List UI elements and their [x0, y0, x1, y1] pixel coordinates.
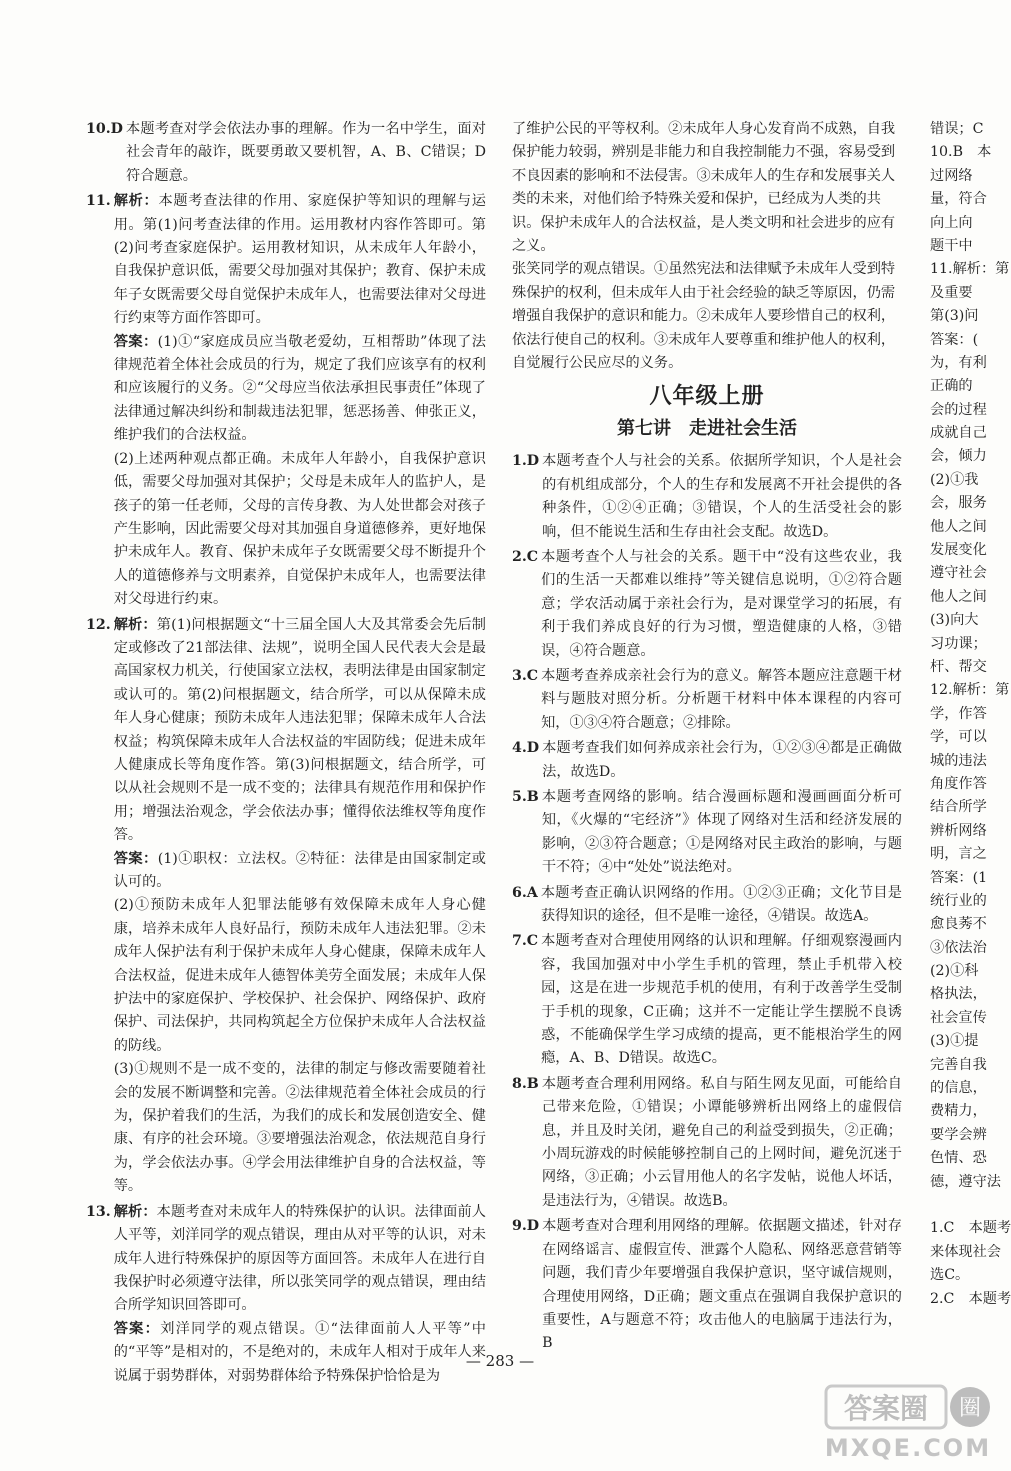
right-fragment-line: 学，作答	[930, 705, 987, 722]
right-fragment-line: (2)①科	[930, 963, 979, 980]
right-fragment-line: 城的违法	[930, 752, 987, 769]
watermark-logo-icon	[820, 1380, 995, 1465]
answer-continuation: 了维护公民的平等权利。②未成年人身心发育尚不成熟，自我保护能力较弱，辨别是非能力和自我控制能力不强，容易受到不良因素的影响和不法侵害。③未成年人的生存和发展事关人类的未来，对他们给予特殊关爱和保护，已经成为人类的共识。保护未成年人的合法权益，是人类文明和社会进步的应有之义。	[512, 121, 896, 255]
right-fragment-line: (3)向大	[930, 612, 979, 629]
answer-paragraph	[114, 448, 486, 612]
question-number: 6.A	[512, 884, 538, 901]
answer-content: (1)①职权：立法权。②特征：法律是由国家制定或认可的。	[113, 850, 486, 890]
question-body: 本题考查对合理使用网络的认识和理解。仔细观察漫画内容，我国加强对中小学生手机的管理，禁止手机带入校园，这是在进一步规范手机的使用，有利于改善学生受制于手机的现象，C正确；这并不一定能让学生摆脱不良诱惑，不能确保学生学习成绩的提高，更不能根治学生的网瘾，A、B、D错误。故选C。	[541, 933, 902, 1067]
right-fragment-line: (2)①我	[930, 471, 979, 488]
question-body	[114, 190, 486, 611]
question-item	[512, 546, 902, 663]
right-fragment-line: 11.解析：第	[930, 261, 1010, 278]
right-fragment-line: 他人之间	[930, 588, 987, 605]
right-fragment-line: 完善自我	[930, 1056, 987, 1073]
question-item	[512, 665, 902, 735]
question-body	[114, 614, 486, 1199]
right-fragment-line: 1.C 本题考	[930, 1220, 1011, 1237]
right-fragment-line: 及重要	[930, 284, 973, 301]
right-fragment-line: 色情、恐	[930, 1150, 987, 1167]
right-fragment-line: 为，有利	[930, 354, 987, 371]
right-fragment-line: 会，服务	[930, 495, 987, 512]
question-item	[512, 930, 902, 1070]
question-number: 2.C	[512, 548, 539, 565]
answer-content: (1)①“家庭成员应当敬老爱幼，互相帮助”体现了法律规范着全体社会成员的行为，规定了我们应该享有的权利和应该履行的义务。②“父母应当依法承担民事责任”体现了法律通过解决纠纷和制裁违法犯罪，惩恶扬善、伸张正义，维护我们的合法权益。	[113, 333, 486, 444]
answer-paragraph	[114, 331, 486, 448]
svg-text:答案圈: 答案圈	[843, 1392, 929, 1425]
right-fragment-line: 过网络	[930, 167, 973, 184]
svg-text:圈: 圈	[958, 1396, 982, 1421]
question-item	[512, 882, 902, 929]
right-fragment-line: 的信息，	[930, 1080, 987, 1097]
right-fragment-line: 2.C 本题考	[930, 1290, 1011, 1307]
answer-paragraph	[114, 894, 486, 1058]
question-body: 本题考查我们如何养成亲社会行为，①②③④都是正确做法，故选D。	[542, 740, 902, 780]
right-fragment-line: 选C。	[930, 1267, 970, 1284]
answer-label: 答案：	[113, 333, 158, 350]
right-fragment-line: 题干中	[930, 237, 973, 254]
answer-label: 答案：	[113, 850, 158, 867]
right-fragment-line: 成就自己	[930, 425, 987, 442]
right-fragment-line: 学，可以	[930, 729, 987, 746]
left-column	[86, 118, 486, 1390]
answer-content: (3)①规则不是一成不变的，法律的制定与修改需要随着社会的发展不断调整和完善。②法律规范着全体社会成员的行为，保护着我们的生活，为我们的成长和发展创造安全、健康、有序的社会环境。③要增强法治观念，依法规范自身行为，学会依法办事。④学会用法律维护自身的合法权益，等等。	[113, 1061, 486, 1195]
question-number: 8.B	[512, 1075, 539, 1092]
right-fragment-line: 答案：(	[930, 331, 979, 348]
right-fragment-line: 杆、帮交	[930, 658, 987, 675]
question-number: 13.	[86, 1203, 111, 1220]
question-body: 本题考查个人与社会的关系。题干中“没有这些农业，我们的生活一天都难以维持”等关键信息说明，①②符合题意；学农活动属于亲社会行为，是对课堂学习的拓展，有利于我们养成良好的行为习惯，塑造健康的人格，③错误，④符合题意。	[541, 548, 902, 659]
right-column-fragment	[930, 118, 1011, 1311]
right-fragment-line: (3)①提	[930, 1033, 979, 1050]
answer-continuation: 张笑同学的观点错误。①虽然宪法和法律赋予未成年人受到特殊保护的权利，但未成年人由于社会经验的缺乏等原因，仍需增强自我保护的意识和能力。②未成年人要珍惜自己的权利，依法行使自己的权利。③未成年人要尊重和维护他人的权利，自觉履行公民应尽的义务。	[512, 261, 896, 372]
right-fragment-line: 错误；C	[930, 121, 984, 137]
page-number: — 283 —	[465, 1352, 535, 1370]
analysis-label: 解析：	[113, 1203, 157, 1220]
question-number: 10.D	[86, 121, 123, 137]
right-fragment-line: 他人之间	[930, 518, 987, 535]
right-fragment-line: 角度作答	[930, 775, 987, 792]
middle-column	[512, 118, 902, 1358]
question-number: 12.	[86, 616, 111, 633]
right-fragment-line: 费精力，	[930, 1103, 987, 1120]
right-fragment-line: 遵守社会	[930, 565, 987, 582]
right-fragment-line: 结合所学	[930, 799, 987, 816]
answer-content: (2)①预防未成年人犯罪法能够有效保障未成年人身心健康，培养未成年人良好品行，预防未成年人违法犯罪。②未成年人保护法有利于保护未成年人身心健康，保障未成年人合法权益，促进未成年人德智体美劳全面发展；未成年人保护法中的家庭保护、学校保护、社会保护、网络保护、政府保护、司法保护，共同构筑起全方位保护未成年人合法权益的防线。	[113, 897, 486, 1054]
right-fragment-line: 正确的	[930, 378, 973, 395]
right-fragment-line: 社会宣传	[930, 1009, 987, 1026]
right-fragment-line: 辨析网络	[930, 822, 987, 839]
question-item	[512, 1215, 902, 1355]
question-body: 本题考查对合理利用网络的理解。依据题文描述，针对存在网络谣言、虚假宣传、泄露个人隐私、网络恶意营销等问题，我们青少年要增强自我保护意识，坚守诚信规则，合理使用网络，D正确；题文重点在强调自我保护意识的重要性，A与题意不符；攻击他人的电脑属于违法行为，B	[542, 1218, 902, 1352]
right-fragment-line: 要学会辨	[930, 1126, 987, 1143]
analysis-label: 解析：	[113, 616, 157, 633]
svg-text:MXQE.COM: MXQE.COM	[824, 1434, 992, 1462]
question-item	[512, 450, 902, 544]
lecture-heading: 第七讲 走进社会生活	[617, 417, 797, 439]
analysis-content: 本题考查对学会依法办事的理解。作为一名中学生，面对社会青年的敲诈，既要勇敢又要机智，A、B、C错误；D符合题意。	[126, 121, 486, 184]
question-body	[126, 118, 486, 188]
right-fragment-line: 发展变化	[930, 542, 987, 559]
analysis-content: 本题考查法律的作用、家庭保护等知识的理解与运用。第(1)问考查法律的作用。运用教材内容作答即可。第(2)问考查家庭保护。运用教材知识，从未成年人年龄小，自我保护意识低，需要父母加强对其保护；教育、保护未成年子女既需要父母自觉保护未成年人，也需要法律对父母进行约束等方面作答即可。	[113, 193, 486, 327]
question-item	[86, 614, 486, 1199]
right-fragment-line: 10.B 本	[930, 144, 992, 161]
question-body: 本题考查个人与社会的关系。依据所学知识，个人是社会的有机组成部分，个人的生存和发展离不开社会提供的各种条件，①②④正确；③错误，个人的生活受社会的影响，但不能说生活和生存由社会支配。故选D。	[542, 453, 902, 540]
analysis-text	[126, 118, 486, 188]
right-fragment-line: 愈良莠不	[930, 916, 987, 933]
right-fragment-line: 第(3)问	[930, 308, 979, 325]
question-number: 11.	[86, 193, 111, 210]
question-item	[512, 737, 902, 784]
analysis-text	[114, 190, 486, 330]
question-body: 本题考查合理利用网络。私自与陌生网友见面，可能给自己带来危险，①错误；小谭能够辨析出网络上的虚假信息，并且及时关闭，避免自己的利益受到损失，②正确；小周玩游戏的时候能够控制自己的上网时间，避免沉迷于网络，③正确；小云冒用他人的名字发帖，说他人坏话，是违法行为，④错误。故选B。	[541, 1075, 902, 1209]
right-fragment-line: 向上向	[930, 214, 973, 231]
watermark-logo	[820, 1380, 995, 1465]
right-fragment-line: 12.解析：第	[930, 682, 1010, 699]
right-fragment-line: 来体现社会	[930, 1243, 1001, 1260]
answer-content: 刘洋同学的观点错误。①“法律面前人人平等”中的“平等”是相对的，不是绝对的，未成年人相对于成年人来说属于弱势群体，对弱势群体给予特殊保护恰恰是为	[113, 1320, 486, 1384]
right-fragment-line: 会，倾力	[930, 448, 987, 465]
right-fragment-line: ③依法治	[930, 939, 987, 956]
answer-content: (2)上述两种观点都正确。未成年人年龄小，自我保护意识低，需要父母加强对其保护；父母是未成年人的监护人，是孩子的第一任老师，父母的言传身教、为人处世都会对孩子产生影响，因此需要父母对其加强自身道德修养，更好地保护未成年人。教育、保护未成年子女既需要父母不断提升个人的道德修养与文明素养，自觉保护未成年人，也需要法律对父母进行约束。	[113, 450, 486, 608]
question-number: 9.D	[512, 1218, 540, 1235]
question-number: 7.C	[512, 933, 539, 950]
question-item	[512, 786, 902, 880]
question-body: 本题考查网络的影响。结合漫画标题和漫画画面分析可知，《火爆的“宅经济”》体现了网络对生活和经济发展的影响，②③符合题意；①是网络对民主政治的影响，与题干不符；④中“处处”说法绝对。	[541, 788, 902, 876]
right-fragment-line: 德，遵守法	[930, 1173, 1001, 1190]
question-body: 本题考查正确认识网络的作用。①②③正确；文化节目是获得知识的途径，但不是唯一途径，④错误。故选A。	[540, 884, 902, 924]
question-number: 3.C	[512, 667, 539, 684]
answer-label: 答案：	[113, 1320, 161, 1337]
analysis-content: 第(1)问根据题文“十三届全国人大及其常委会先后制定或修改了21部法律、法规”，说明全国人民代表大会是最高国家权力机关，行使国家立法权，表明法律是由国家制定或认可的。第(2)问根据题文，结合所学，可以从保障未成年人身心健康；预防未成年人违法犯罪；保障未成年人合法权益；构筑保障未成年人合法权益的牢固防线；促进未成年人健康成长等角度作答。第(3)问根据题文，结合所学，可以从社会规则不是一成不变的；法律具有规范作用和保护作用；增强法治观念，学会依法办事；懂得依法维权等角度作答。	[113, 616, 486, 844]
question-number: 5.B	[512, 788, 539, 805]
answer-paragraph	[114, 848, 486, 895]
analysis-content: 本题考查对未成年人的特殊保护的认识。法律面前人人平等，刘洋同学的观点错误，理由从对平等的认识，对未成年人进行特殊保护的原因等方面回答。未成年人在进行自我保护时必须遵守法律，所以张笑同学的观点错误，理由结合所学知识回答即可。	[113, 1203, 486, 1314]
analysis-text	[114, 1201, 486, 1318]
question-number: 1.D	[512, 453, 540, 470]
question-item	[512, 1073, 902, 1213]
question-body: 本题考查养成亲社会行为的意义。解答本题应注意题干材料与题肢对照分析。分析题干材料中体本课程的内容可知，①③④符合题意；②排除。	[541, 667, 902, 731]
right-fragment-line: 明，言之	[930, 846, 987, 863]
right-fragment-line: 统行业的	[930, 892, 987, 909]
question-item	[86, 118, 486, 188]
analysis-text	[114, 614, 486, 848]
right-fragment-line	[930, 1194, 1000, 1217]
right-fragment-line: 量，符合	[930, 191, 987, 208]
answer-paragraph	[114, 1058, 486, 1198]
grade-heading: 八年级上册	[649, 384, 765, 410]
question-item	[86, 190, 486, 611]
question-number: 4.D	[512, 740, 540, 757]
analysis-label: 解析：	[113, 193, 159, 210]
right-fragment-line: 答案：(1	[930, 869, 988, 886]
right-fragment-line: 习功课；	[930, 635, 987, 652]
right-fragment-line: 格执法，	[930, 986, 987, 1003]
right-fragment-line: 会的过程	[930, 401, 987, 418]
